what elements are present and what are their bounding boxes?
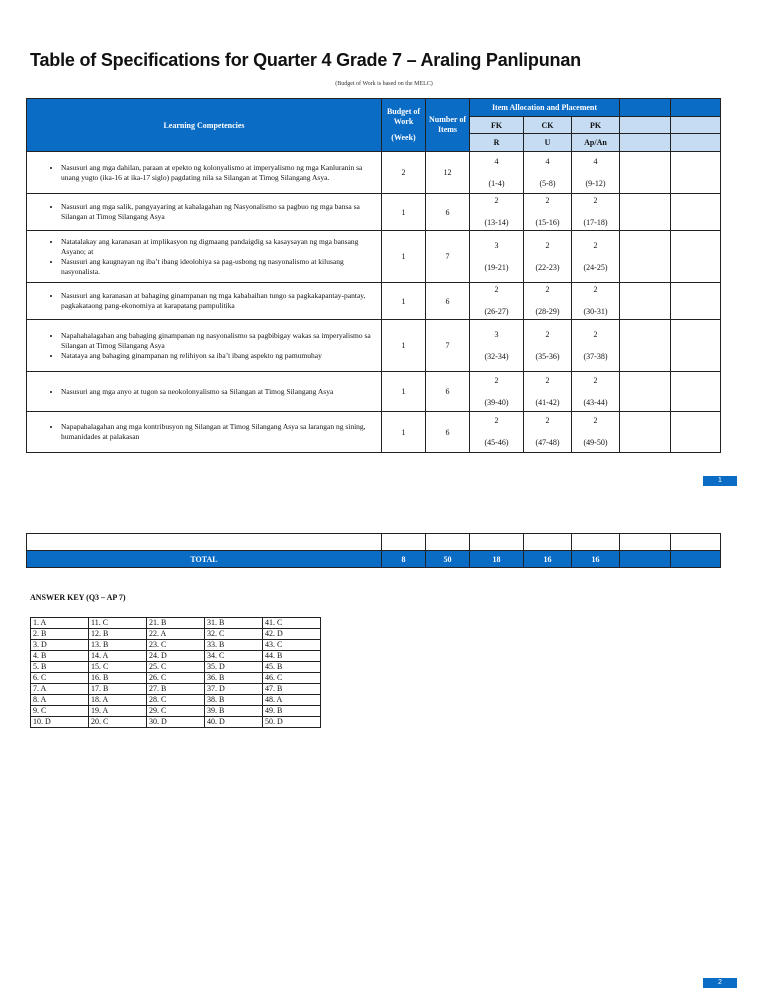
answer-key-cell: 30. D xyxy=(147,717,205,728)
answer-key-cell: 39. B xyxy=(205,706,263,717)
blank-sub-4 xyxy=(671,134,721,152)
competency-row xyxy=(27,231,721,283)
pk-count: 2 xyxy=(593,375,598,385)
fk-count: 2 xyxy=(494,416,499,425)
total-table xyxy=(26,533,721,568)
answer-key-cell: 27. B xyxy=(147,684,205,695)
fk-cell xyxy=(470,152,524,194)
answer-key-cell: 22. A xyxy=(147,629,205,640)
answer-key-cell: 10. D xyxy=(31,717,89,728)
answer-key-cell: 19. A xyxy=(89,706,147,717)
ck-count: 2 xyxy=(545,329,550,339)
competency-row xyxy=(27,283,721,320)
pk-count: 2 xyxy=(593,285,598,294)
answer-key-cell: 12. B xyxy=(89,629,147,640)
total-items: 50 xyxy=(426,551,470,568)
answer-key-cell: 45. B xyxy=(263,662,321,673)
answer-key-cell: 48. A xyxy=(263,695,321,706)
competency-cell xyxy=(27,283,382,320)
answer-key-cell: 5. B xyxy=(31,662,89,673)
pk-count: 2 xyxy=(593,329,598,339)
items-cell: 12 xyxy=(426,152,470,194)
answer-key-cell: 32. C xyxy=(205,629,263,640)
answer-key-row xyxy=(31,706,321,717)
page-subtitle: (Budget of Work is based on the MELC) xyxy=(335,81,433,87)
ck-count: 2 xyxy=(545,196,550,205)
answer-key-cell: 18. A xyxy=(89,695,147,706)
items-cell: 6 xyxy=(426,412,470,453)
fk-count: 3 xyxy=(494,329,499,339)
apan-header: Ap/An xyxy=(572,134,620,152)
competency-cell xyxy=(27,194,382,231)
answer-key-title: ANSWER KEY (Q3 – AP 7) xyxy=(30,593,126,602)
answer-key-cell: 38. B xyxy=(205,695,263,706)
answer-key-cell: 9. C xyxy=(31,706,89,717)
ck-range: (35-36) xyxy=(535,351,560,361)
answer-key-cell: 23. C xyxy=(147,640,205,651)
answer-key-cell: 26. C xyxy=(147,673,205,684)
answer-key-cell: 47. B xyxy=(263,684,321,695)
competency-text: • Natatalakay ang karanasan at implikasyon ng digmaang pandaigdig sa kasaysayan ng mga bansang Asyano; at xyxy=(61,237,375,257)
items-header: Number of Items xyxy=(426,99,470,152)
items-cell: 6 xyxy=(426,283,470,320)
competency-text: • Nasusuri ang karanasan at bahaging ginampanan ng mga kababaihan tungo sa pagkakapantay-pantay, pagkakataong pang-ekonomiya at karapatang pampulitika xyxy=(61,291,375,311)
total-blank xyxy=(470,534,524,551)
answer-key-cell: 34. C xyxy=(205,651,263,662)
pk-cell xyxy=(572,194,620,231)
pk-range: (24-25) xyxy=(583,262,608,272)
competency-text: • Napahahalagahan ang bahaging ginampanan ng nasyonalismo sa pagbibigay wakas sa imperyalismo sa Silangan at Timog Silangang Asya xyxy=(61,331,375,351)
week-cell: 1 xyxy=(382,412,426,453)
blank-cell xyxy=(671,152,721,194)
competency-text: • Nasusuri ang mga anyo at tugon sa neokolonyalismo sa Silangan at Timog Silangang Asya xyxy=(61,387,375,397)
competency-cell xyxy=(27,231,382,283)
week-cell: 1 xyxy=(382,283,426,320)
competency-row xyxy=(27,372,721,412)
answer-key-cell: 3. D xyxy=(31,640,89,651)
items-cell: 7 xyxy=(426,320,470,372)
answer-key-cell: 6. C xyxy=(31,673,89,684)
fk-range: (1-4) xyxy=(488,178,505,188)
total-blank xyxy=(572,534,620,551)
ck-cell xyxy=(524,231,572,283)
ck-cell xyxy=(524,412,572,453)
pk-count: 2 xyxy=(593,416,598,425)
fk-range: (39-40) xyxy=(484,397,509,407)
pk-header: PK xyxy=(572,117,620,134)
ck-count: 2 xyxy=(545,375,550,385)
week-cell: 1 xyxy=(382,231,426,283)
answer-key-cell: 15. C xyxy=(89,662,147,673)
ck-cell xyxy=(524,194,572,231)
pk-cell xyxy=(572,320,620,372)
fk-cell xyxy=(470,320,524,372)
blank-header-1 xyxy=(620,99,671,117)
pk-count: 2 xyxy=(593,240,598,250)
total-week: 8 xyxy=(382,551,426,568)
specifications-table xyxy=(26,98,721,453)
blank-cell xyxy=(620,412,671,453)
answer-key-cell: 2. B xyxy=(31,629,89,640)
fk-range: (26-27) xyxy=(484,307,509,316)
pk-cell xyxy=(572,231,620,283)
answer-key-cell: 21. B xyxy=(147,618,205,629)
answer-key-cell: 16. B xyxy=(89,673,147,684)
answer-key-cell: 17. B xyxy=(89,684,147,695)
answer-key-cell: 7. A xyxy=(31,684,89,695)
blank-cell xyxy=(671,412,721,453)
pk-cell xyxy=(572,372,620,412)
competency-row xyxy=(27,152,721,194)
total-blank xyxy=(27,534,382,551)
blank-cell xyxy=(620,283,671,320)
ck-range: (5-8) xyxy=(539,178,556,188)
answer-key-cell: 25. C xyxy=(147,662,205,673)
answer-key-cell: 41. C xyxy=(263,618,321,629)
answer-key-cell: 4. B xyxy=(31,651,89,662)
ck-range: (47-48) xyxy=(535,438,560,447)
pk-range: (43-44) xyxy=(583,397,608,407)
answer-key-cell: 37. D xyxy=(205,684,263,695)
pk-count: 2 xyxy=(593,196,598,205)
answer-key-cell: 8. A xyxy=(31,695,89,706)
total-fk: 18 xyxy=(470,551,524,568)
answer-key-row xyxy=(31,684,321,695)
answer-key-cell: 44. B xyxy=(263,651,321,662)
answer-key-cell: 36. B xyxy=(205,673,263,684)
items-cell: 7 xyxy=(426,231,470,283)
allocation-header: Item Allocation and Placement xyxy=(470,99,620,117)
answer-key-cell: 1. A xyxy=(31,618,89,629)
fk-range: (45-46) xyxy=(484,438,509,447)
fk-count: 2 xyxy=(494,196,499,205)
answer-key-row xyxy=(31,662,321,673)
fk-count: 3 xyxy=(494,240,499,250)
total-blank xyxy=(620,551,671,568)
answer-key-cell: 35. D xyxy=(205,662,263,673)
ck-count: 4 xyxy=(545,156,550,166)
fk-range: (32-34) xyxy=(484,351,509,361)
answer-key-cell: 43. C xyxy=(263,640,321,651)
fk-count: 2 xyxy=(494,375,499,385)
ck-header: CK xyxy=(524,117,572,134)
answer-key-row xyxy=(31,717,321,728)
items-cell: 6 xyxy=(426,372,470,412)
fk-range: (19-21) xyxy=(484,262,509,272)
blank-cell xyxy=(671,320,721,372)
competency-cell xyxy=(27,152,382,194)
pk-cell xyxy=(572,283,620,320)
ck-count: 2 xyxy=(545,240,550,250)
fk-range: (13-14) xyxy=(484,218,509,227)
total-blank xyxy=(671,551,721,568)
pk-range: (49-50) xyxy=(583,438,608,447)
blank-cell xyxy=(620,372,671,412)
pk-count: 4 xyxy=(593,156,598,166)
pk-range: (9-12) xyxy=(585,178,606,188)
competency-text: • Nasusuri ang mga dahilan, paraan at epekto ng kolonyalismo at imperyalismo ng mga Kanluranin sa unang yugto (ika-16 at ika-17 siglo) pagdating nila sa Silangan at Timog Silangang Asya. xyxy=(61,163,375,183)
blank-header-2 xyxy=(671,99,721,117)
answer-key-cell: 28. C xyxy=(147,695,205,706)
total-blank xyxy=(671,534,721,551)
answer-key-cell: 33. B xyxy=(205,640,263,651)
answer-key-cell: 20. C xyxy=(89,717,147,728)
answer-key-row xyxy=(31,651,321,662)
items-cell: 6 xyxy=(426,194,470,231)
competency-text: • Nasusuri ang kaugnayan ng iba’t ibang ideolohiya sa pag-usbong ng nasyonalismo at kilusang nasyonalista. xyxy=(61,257,375,277)
total-blank xyxy=(426,534,470,551)
answer-key-cell: 42. D xyxy=(263,629,321,640)
ck-cell xyxy=(524,320,572,372)
page-title: Table of Specifications for Quarter 4 Grade 7 – Araling Panlipunan xyxy=(30,50,581,70)
total-blank xyxy=(524,534,572,551)
page-number-2: 2 xyxy=(703,978,737,988)
ck-range: (41-42) xyxy=(535,397,560,407)
total-blank xyxy=(620,534,671,551)
week-cell: 2 xyxy=(382,152,426,194)
competency-row xyxy=(27,412,721,453)
answer-key-cell: 46. C xyxy=(263,673,321,684)
pk-cell xyxy=(572,152,620,194)
fk-cell xyxy=(470,283,524,320)
competency-row xyxy=(27,320,721,372)
blank-cell xyxy=(620,152,671,194)
total-pk: 16 xyxy=(572,551,620,568)
ck-range: (28-29) xyxy=(535,307,560,316)
answer-key-cell: 49. B xyxy=(263,706,321,717)
answer-key-cell: 50. D xyxy=(263,717,321,728)
total-ck: 16 xyxy=(524,551,572,568)
answer-key-table xyxy=(30,617,321,728)
week-header-label: (Week) xyxy=(391,133,416,142)
answer-key-cell: 13. B xyxy=(89,640,147,651)
budget-header xyxy=(382,99,426,152)
pk-cell xyxy=(572,412,620,453)
total-label: TOTAL xyxy=(27,551,382,568)
u-header: U xyxy=(524,134,572,152)
answer-key-cell: 11. C xyxy=(89,618,147,629)
competency-row xyxy=(27,194,721,231)
competency-text: • Nasusuri ang mga salik, pangyayaring at kahalagahan ng Nasyonalismo sa pagbuo ng mga bansa sa Silangan at Timog Silangang Asya xyxy=(61,202,375,222)
fk-cell xyxy=(470,231,524,283)
ck-cell xyxy=(524,372,572,412)
competency-cell xyxy=(27,372,382,412)
pk-range: (30-31) xyxy=(583,307,608,316)
blank-cell xyxy=(671,372,721,412)
blank-cell xyxy=(620,194,671,231)
week-cell: 1 xyxy=(382,194,426,231)
ck-range: (15-16) xyxy=(535,218,560,227)
ck-count: 2 xyxy=(545,285,550,294)
competency-cell xyxy=(27,320,382,372)
ck-cell xyxy=(524,283,572,320)
fk-cell xyxy=(470,372,524,412)
answer-key-cell: 31. B xyxy=(205,618,263,629)
blank-cell xyxy=(671,194,721,231)
budget-header-label: Budget of Work xyxy=(386,107,421,126)
answer-key-row xyxy=(31,695,321,706)
ck-count: 2 xyxy=(545,416,550,425)
answer-key-cell: 24. D xyxy=(147,651,205,662)
week-cell: 1 xyxy=(382,372,426,412)
pk-range: (37-38) xyxy=(583,351,608,361)
answer-key-cell: 29. C xyxy=(147,706,205,717)
answer-key-row xyxy=(31,629,321,640)
total-blank xyxy=(382,534,426,551)
blank-sub-3 xyxy=(620,134,671,152)
answer-key-cell: 14. A xyxy=(89,651,147,662)
fk-cell xyxy=(470,194,524,231)
competency-cell xyxy=(27,412,382,453)
answer-key-row xyxy=(31,618,321,629)
blank-cell xyxy=(620,231,671,283)
ck-range: (22-23) xyxy=(535,262,560,272)
ck-cell xyxy=(524,152,572,194)
answer-key-row xyxy=(31,673,321,684)
page-number-1: 1 xyxy=(703,476,737,486)
blank-cell xyxy=(671,231,721,283)
blank-sub-1 xyxy=(620,117,671,134)
competencies-header: Learning Competencies xyxy=(27,99,382,152)
pk-range: (17-18) xyxy=(583,218,608,227)
answer-key-row xyxy=(31,640,321,651)
fk-cell xyxy=(470,412,524,453)
answer-key-cell: 40. D xyxy=(205,717,263,728)
blank-cell xyxy=(671,283,721,320)
fk-count: 4 xyxy=(494,156,499,166)
r-header: R xyxy=(470,134,524,152)
blank-cell xyxy=(620,320,671,372)
competency-text: • Natataya ang bahaging ginampanan ng relihiyon sa iba’t ibang aspekto ng pamumuhay xyxy=(61,351,375,361)
blank-sub-2 xyxy=(671,117,721,134)
competency-text: • Napapahalagahan ang mga kontribusyon ng Silangan at Timog Silangang Asya sa larangan ng sining, humanidades at palakasan xyxy=(61,422,375,442)
fk-header: FK xyxy=(470,117,524,134)
fk-count: 2 xyxy=(494,285,499,294)
week-cell: 1 xyxy=(382,320,426,372)
